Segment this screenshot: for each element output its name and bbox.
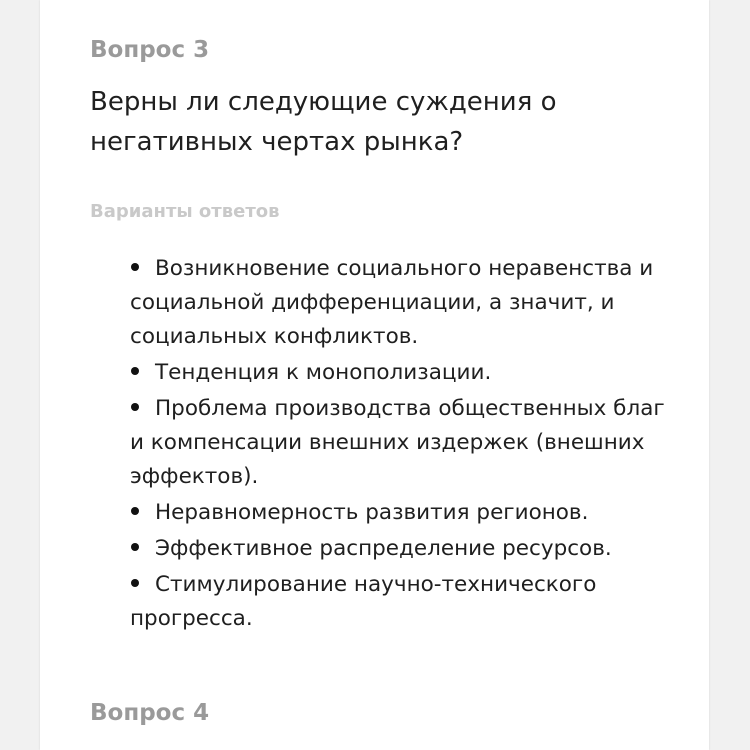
- answer-item: [130, 392, 670, 494]
- bullet-icon: [131, 543, 139, 551]
- answer-text: Эффективное распределение ресурсов.: [155, 536, 612, 561]
- bullet-icon: [131, 507, 139, 515]
- next-question-number: Вопрос 4: [90, 700, 210, 726]
- answer-text: Возникновение социального неравенства и социальной дифференциации, а значит, и социальных конфликтов.: [130, 256, 654, 349]
- bullet-icon: [131, 263, 139, 271]
- bullet-icon: [131, 403, 139, 411]
- answer-text: Неравномерность развития регионов.: [155, 500, 589, 525]
- answer-list: [130, 252, 670, 638]
- bullet-icon: [131, 367, 139, 375]
- question-number: Вопрос 3: [90, 37, 210, 63]
- answer-text: Стимулирование научно-технического прогресса.: [130, 572, 597, 631]
- answers-label: Варианты ответов: [90, 201, 280, 222]
- answer-text: Проблема производства общественных благ и компенсации внешних издержек (внешних эффектов).: [130, 396, 665, 489]
- answer-item: [130, 356, 670, 390]
- answer-item: [130, 252, 670, 354]
- answer-item: [130, 496, 670, 530]
- answer-text: Тенденция к монополизации.: [155, 360, 492, 385]
- bullet-icon: [131, 579, 139, 587]
- question-card: [40, 0, 709, 750]
- question-text: Верны ли следующие суждения о негативных чертах рынка?: [90, 87, 557, 157]
- answer-item: [130, 568, 670, 636]
- answer-item: [130, 532, 670, 566]
